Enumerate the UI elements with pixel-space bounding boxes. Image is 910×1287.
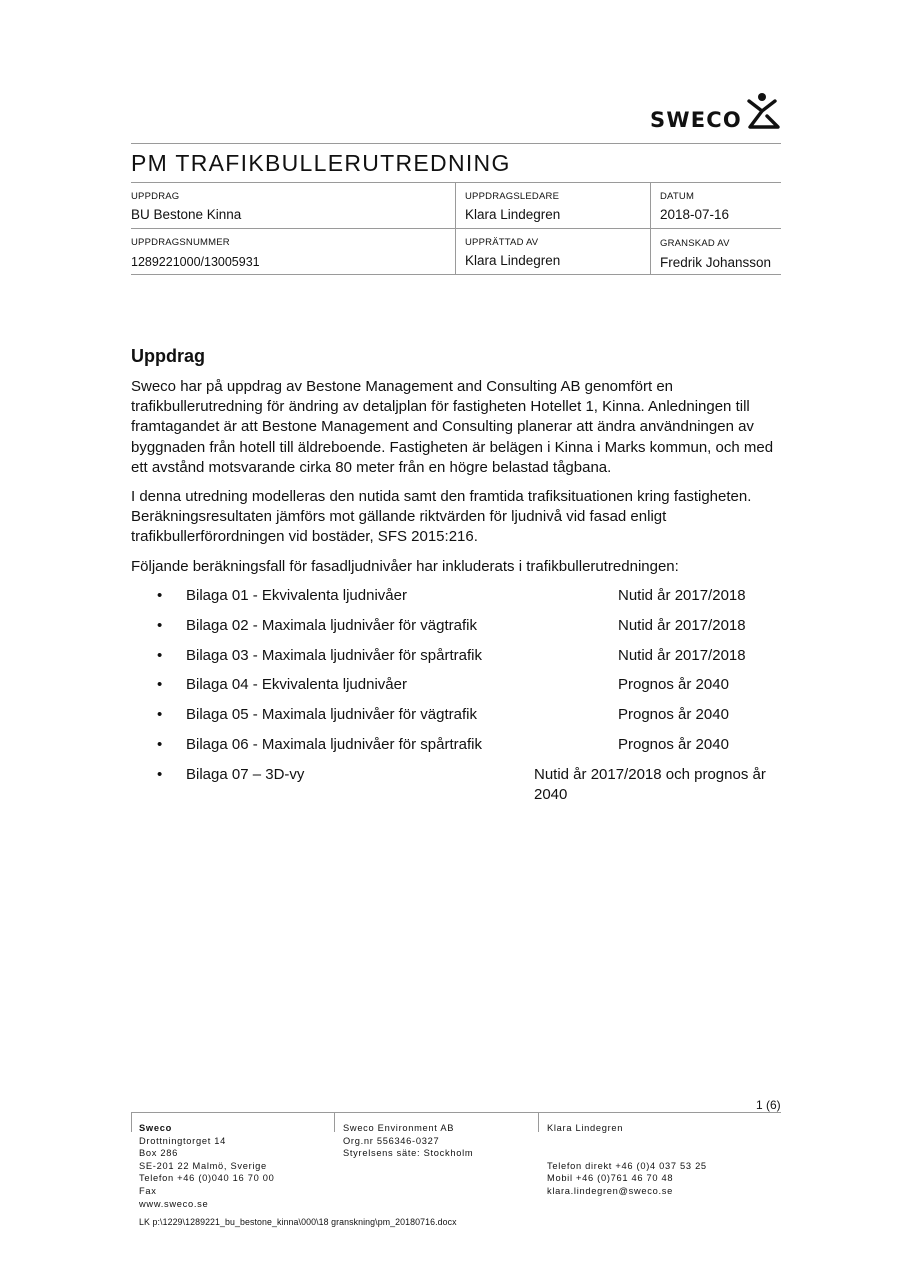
footer-tick-2 (334, 1112, 335, 1132)
upprattad-label: UPPRÄTTAD AV (465, 237, 539, 248)
bilaga-period: Prognos år 2040 (618, 735, 729, 753)
footer-legal (343, 1122, 473, 1160)
sweco-figure-icon (745, 92, 783, 132)
uppdrag-label: UPPDRAG (131, 191, 180, 202)
footer-tick-1 (131, 1112, 132, 1132)
footer-line: Telefon +46 (0)040 16 70 00 (139, 1173, 275, 1184)
list-item (131, 705, 781, 735)
bilaga-name: Bilaga 02 - Maximala ljudnivåer för vägtrafik (186, 616, 477, 634)
footer-mobile: Mobil +46 (0)761 46 70 48 (547, 1173, 674, 1184)
info-divider-2 (650, 182, 651, 274)
bilaga-name: Bilaga 07 – 3D-vy (186, 765, 305, 783)
list-item (131, 765, 781, 803)
file-path: LK p:\1229\1289221_bu_bestone_kinna\000\18 granskning\pm_20180716.docx (139, 1217, 457, 1227)
uppdragsledare-label: UPPDRAGSLEDARE (465, 191, 560, 202)
footer-line: Sweco Environment AB (343, 1123, 455, 1133)
datum-value: 2018-07-16 (660, 207, 730, 222)
info-upprattad (465, 237, 560, 268)
footer-tick-3 (538, 1112, 539, 1132)
bilaga-period: Nutid år 2017/2018 (618, 646, 746, 664)
bilaga-list (131, 586, 781, 803)
info-divider-1 (455, 182, 456, 274)
bilaga-name: Bilaga 03 - Maximala ljudnivåer för spårtrafik (186, 646, 482, 664)
footer-rule (131, 1112, 781, 1113)
list-item (131, 616, 781, 646)
bullet-icon: • (157, 676, 163, 694)
bullet-icon: • (157, 735, 163, 753)
bilaga-name: Bilaga 01 - Ekvivalenta ljudnivåer (186, 587, 407, 604)
list-item (131, 586, 781, 616)
footer-line: Drottningtorget 14 (139, 1135, 227, 1146)
paragraph-1: Sweco har på uppdrag av Bestone Management and Consulting AB genomfört en trafikbullerutredning för ändring av detaljplan för fastigheten Hotellet 1, Kinna. Anledningen till framtagandet är att Bestone Management and Consulting planerar att ändra användningen av byggnaden från hotell till äldreboende. Fastigheten är belägen i Kinna i Marks kommun, och med ett avstånd motsvarande cirka 80 meter från en högre belastad tågbana. (131, 378, 774, 476)
uppdragsledare-value: Klara Lindegren (465, 207, 561, 222)
page-number: 1 (6) (756, 1098, 781, 1112)
bilaga-period: Nutid år 2017/2018 (618, 587, 746, 604)
footer-email[interactable]: klara.lindegren@sweco.se (547, 1185, 673, 1196)
uppdragsnummer-label: UPPDRAGSNUMMER (131, 237, 230, 248)
list-item (131, 646, 781, 676)
granskad-label: GRANSKAD AV (660, 238, 730, 249)
header-rule-top (131, 143, 781, 144)
footer-line: Styrelsens säte: Stockholm (343, 1148, 474, 1159)
bullet-icon: • (157, 587, 163, 604)
info-granskad (660, 238, 771, 270)
footer-company-name: Sweco (139, 1123, 172, 1133)
bilaga-name: Bilaga 04 - Ekvivalenta ljudnivåer (186, 676, 407, 694)
bilaga-name: Bilaga 06 - Maximala ljudnivåer för spårtrafik (186, 735, 482, 753)
footer-line: SE-201 22 Malmö, Sverige (139, 1160, 267, 1171)
paragraph-2: I denna utredning modelleras den nutida samt den framtida trafiksituationen kring fastigheten. Beräkningsresultaten jämförs mot gällande riktvärden för ljudnivå vid fasad enligt trafikbullerförordningen vid bostäder, SFS 2015:216. (131, 488, 752, 546)
granskad-value: Fredrik Johansson (660, 255, 772, 270)
bilaga-name: Bilaga 05 - Maximala ljudnivåer för vägtrafik (186, 706, 477, 724)
info-uppdragsledare (465, 191, 560, 222)
footer-line: Box 286 (139, 1148, 179, 1159)
paragraph-3: Följande beräkningsfall för fasadljudnivåer har inkluderats i trafikbullerutredningen: (131, 558, 679, 575)
info-datum (660, 191, 729, 222)
uppdrag-value: BU Bestone Kinna (131, 207, 242, 222)
sweco-logo (650, 92, 785, 136)
footer-line: Fax (139, 1185, 157, 1196)
footer-website[interactable]: www.sweco.se (139, 1198, 209, 1209)
info-rule-2 (131, 228, 781, 229)
bullet-icon: • (157, 706, 163, 724)
datum-label: DATUM (660, 191, 695, 202)
bilaga-period: Nutid år 2017/2018 och prognos år 2040 (534, 765, 766, 803)
bullet-icon: • (157, 765, 163, 783)
section-heading: Uppdrag (131, 346, 205, 366)
list-item (131, 675, 781, 705)
info-rule-3 (131, 274, 781, 275)
bullet-icon: • (157, 646, 163, 664)
logo-text: SWECO (650, 108, 742, 132)
bilaga-period: Prognos år 2040 (618, 676, 729, 694)
footer-phone: Telefon direkt +46 (0)4 037 53 25 (547, 1160, 707, 1171)
list-item (131, 735, 781, 765)
footer-contact-name: Klara Lindegren (547, 1123, 624, 1133)
info-uppdragsnummer (131, 237, 260, 269)
bullet-icon: • (157, 616, 163, 634)
footer-company (139, 1122, 274, 1210)
info-rule-1 (131, 182, 781, 183)
bilaga-period: Prognos år 2040 (618, 706, 729, 724)
footer-contact (547, 1122, 707, 1198)
document-title: PM TRAFIKBULLERUTREDNING (131, 150, 511, 176)
upprattad-value: Klara Lindegren (465, 253, 561, 268)
info-uppdrag (131, 191, 241, 222)
uppdragsnummer-value: 1289221000/13005931 (131, 255, 260, 269)
bilaga-period: Nutid år 2017/2018 (618, 616, 746, 634)
footer-line: Org.nr 556346-0327 (343, 1135, 440, 1146)
